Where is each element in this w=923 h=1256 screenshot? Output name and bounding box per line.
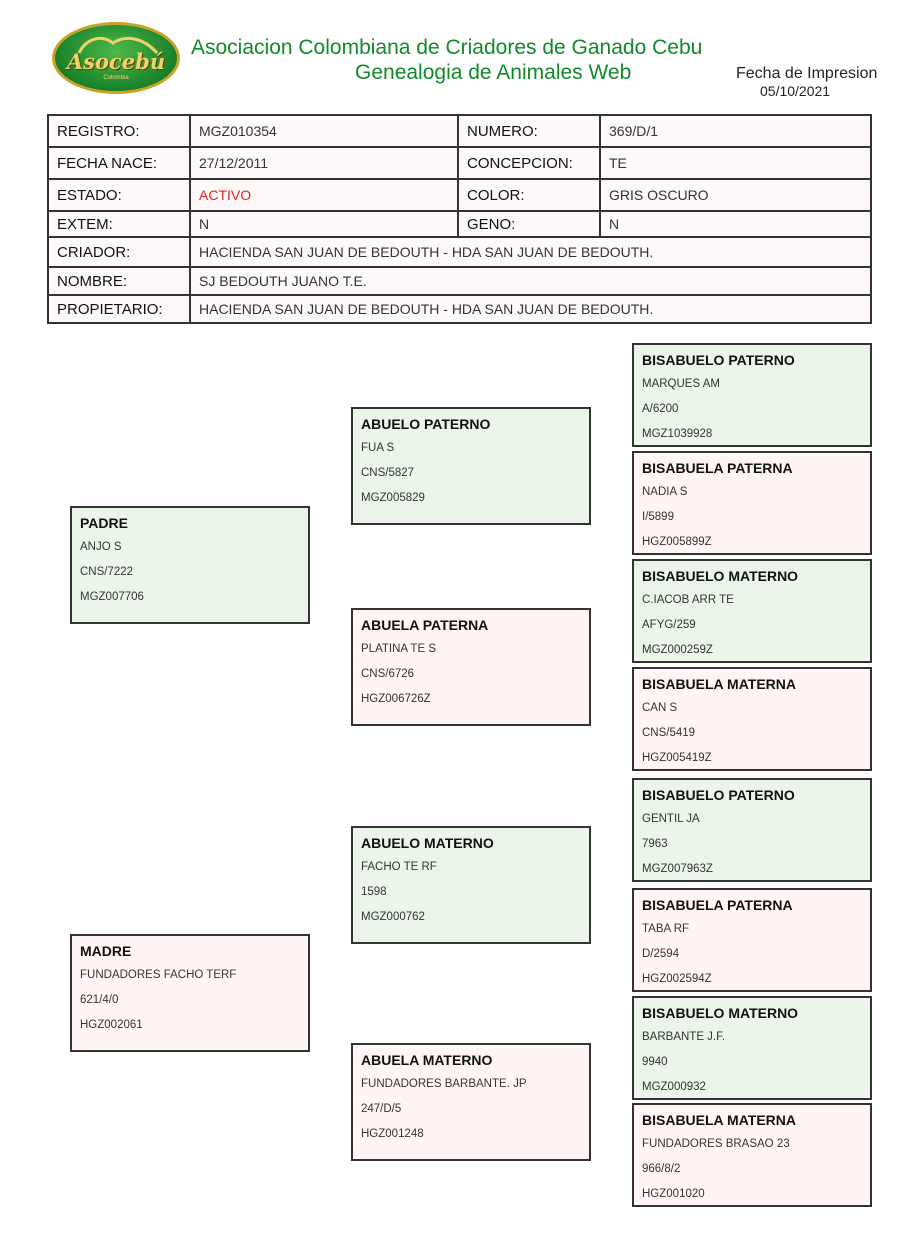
animal-name: C.IACOB ARR TE bbox=[642, 594, 734, 606]
color-value: GRIS OSCURO bbox=[600, 179, 871, 211]
animal-name: FUNDADORES FACHO TERF bbox=[80, 969, 237, 981]
animal-registry: MGZ1039928 bbox=[642, 428, 713, 440]
animal-registry: MGZ007706 bbox=[80, 591, 144, 603]
animal-number: 621/4/0 bbox=[80, 994, 119, 1006]
animal-number: CNS/7222 bbox=[80, 566, 134, 578]
animal-registry: MGZ000762 bbox=[361, 911, 425, 923]
animal-number: 966/8/2 bbox=[642, 1163, 681, 1175]
estado-label: ESTADO: bbox=[48, 179, 190, 211]
animal-name: MARQUES AM bbox=[642, 378, 720, 390]
header-subtitle: Genealogia de Animales Web bbox=[355, 61, 632, 84]
concepcion-label: CONCEPCION: bbox=[458, 147, 600, 179]
animal-number: D/2594 bbox=[642, 948, 680, 960]
bisabuelo-card-3 bbox=[632, 559, 872, 663]
animal-number: I/5899 bbox=[642, 511, 674, 523]
animal-name: NADIA S bbox=[642, 486, 688, 498]
header-title: Asociacion Colombiana de Criadores de Ganado Cebu bbox=[191, 36, 703, 59]
logo-text: Asocebú bbox=[66, 49, 166, 74]
abuela-paterna-card bbox=[351, 608, 591, 726]
animal-name: CAN S bbox=[642, 702, 678, 714]
card-title: BISABUELO MATERNO bbox=[642, 1005, 799, 1021]
logo-subtext: Colombia bbox=[103, 75, 129, 81]
animal-name: FACHO TE RF bbox=[361, 861, 437, 873]
animal-name: FUNDADORES BARBANTE. JP bbox=[361, 1078, 527, 1090]
animal-registry: HGZ001020 bbox=[642, 1188, 705, 1200]
print-date: 05/10/2021 bbox=[760, 83, 831, 99]
animal-registry: HGZ002594Z bbox=[642, 973, 712, 985]
bisabuela-card-2 bbox=[632, 451, 872, 555]
animal-registry: HGZ005899Z bbox=[642, 536, 712, 548]
animal-number: A/6200 bbox=[642, 403, 679, 415]
registro-label: REGISTRO: bbox=[48, 115, 190, 147]
geno-value: N bbox=[600, 211, 871, 237]
animal-name: GENTIL JA bbox=[642, 813, 700, 825]
animal-number: 1598 bbox=[361, 886, 387, 898]
extem-label: EXTEM: bbox=[48, 211, 190, 237]
animal-name: BARBANTE J.F. bbox=[642, 1031, 726, 1043]
animal-registry: MGZ005829 bbox=[361, 492, 425, 504]
animal-registry: MGZ000932 bbox=[642, 1081, 706, 1093]
animal-registry: HGZ006726Z bbox=[361, 693, 431, 705]
criador-value: HACIENDA SAN JUAN DE BEDOUTH - HDA SAN JUAN DE BEDOUTH. bbox=[190, 237, 871, 267]
animal-name: PLATINA TE S bbox=[361, 643, 436, 655]
card-title: BISABUELA MATERNA bbox=[642, 676, 796, 692]
card-title: MADRE bbox=[80, 943, 132, 959]
bisabuela-card-8 bbox=[632, 1103, 872, 1207]
animal-number: CNS/5827 bbox=[361, 467, 415, 479]
card-title: ABUELO MATERNO bbox=[361, 835, 494, 851]
card-title: BISABUELO MATERNO bbox=[642, 568, 799, 584]
card-title: BISABUELA PATERNA bbox=[642, 460, 793, 476]
fecha-nace-value: 27/12/2011 bbox=[190, 147, 458, 179]
abuelo-materno-card bbox=[351, 826, 591, 944]
registro-value: MGZ010354 bbox=[190, 115, 458, 147]
geno-label: GENO: bbox=[458, 211, 600, 237]
card-title: ABUELA MATERNO bbox=[361, 1052, 493, 1068]
card-title: BISABUELO PATERNO bbox=[642, 787, 795, 803]
card-title: BISABUELA MATERNA bbox=[642, 1112, 796, 1128]
nombre-label: NOMBRE: bbox=[48, 267, 190, 295]
animal-name: ANJO S bbox=[80, 541, 122, 553]
numero-value: 369/D/1 bbox=[600, 115, 871, 147]
concepcion-value: TE bbox=[600, 147, 871, 179]
card-title: BISABUELO PATERNO bbox=[642, 352, 795, 368]
bisabuela-card-6 bbox=[632, 888, 872, 992]
madre-card bbox=[70, 934, 310, 1052]
card-title: BISABUELA PATERNA bbox=[642, 897, 793, 913]
abuelo-paterno-card bbox=[351, 407, 591, 525]
animal-registry: HGZ001248 bbox=[361, 1128, 424, 1140]
color-label: COLOR: bbox=[458, 179, 600, 211]
animal-number: AFYG/259 bbox=[642, 619, 696, 631]
animal-number: CNS/5419 bbox=[642, 727, 696, 739]
propietario-value: HACIENDA SAN JUAN DE BEDOUTH - HDA SAN JUAN DE BEDOUTH. bbox=[190, 295, 871, 323]
animal-registry: HGZ002061 bbox=[80, 1019, 143, 1031]
extem-value: N bbox=[190, 211, 458, 237]
animal-info-table bbox=[47, 114, 872, 324]
animal-name: TABA RF bbox=[642, 923, 690, 935]
animal-name: FUNDADORES BRASAO 23 bbox=[642, 1138, 790, 1150]
card-title: ABUELA PATERNA bbox=[361, 617, 489, 633]
card-title: PADRE bbox=[80, 515, 128, 531]
criador-label: CRIADOR: bbox=[48, 237, 190, 267]
asocebu-logo bbox=[52, 22, 180, 94]
bisabuelo-card-1 bbox=[632, 343, 872, 447]
nombre-value: SJ BEDOUTH JUANO T.E. bbox=[190, 267, 871, 295]
animal-registry: HGZ005419Z bbox=[642, 752, 712, 764]
animal-number: 7963 bbox=[642, 838, 668, 850]
animal-number: 247/D/5 bbox=[361, 1103, 402, 1115]
fecha-nace-label: FECHA NACE: bbox=[48, 147, 190, 179]
padre-card bbox=[70, 506, 310, 624]
animal-registry: MGZ007963Z bbox=[642, 863, 713, 875]
propietario-label: PROPIETARIO: bbox=[48, 295, 190, 323]
numero-label: NUMERO: bbox=[458, 115, 600, 147]
animal-number: 9940 bbox=[642, 1056, 668, 1068]
bisabuelo-card-7 bbox=[632, 996, 872, 1100]
animal-name: FUA S bbox=[361, 442, 395, 454]
print-date-label: Fecha de Impresion bbox=[736, 65, 878, 82]
animal-number: CNS/6726 bbox=[361, 668, 415, 680]
estado-value: ACTIVO bbox=[190, 179, 458, 211]
bisabuelo-card-5 bbox=[632, 778, 872, 882]
abuela-materna-card bbox=[351, 1043, 591, 1161]
card-title: ABUELO PATERNO bbox=[361, 416, 491, 432]
animal-registry: MGZ000259Z bbox=[642, 644, 713, 656]
bisabuela-card-4 bbox=[632, 667, 872, 771]
